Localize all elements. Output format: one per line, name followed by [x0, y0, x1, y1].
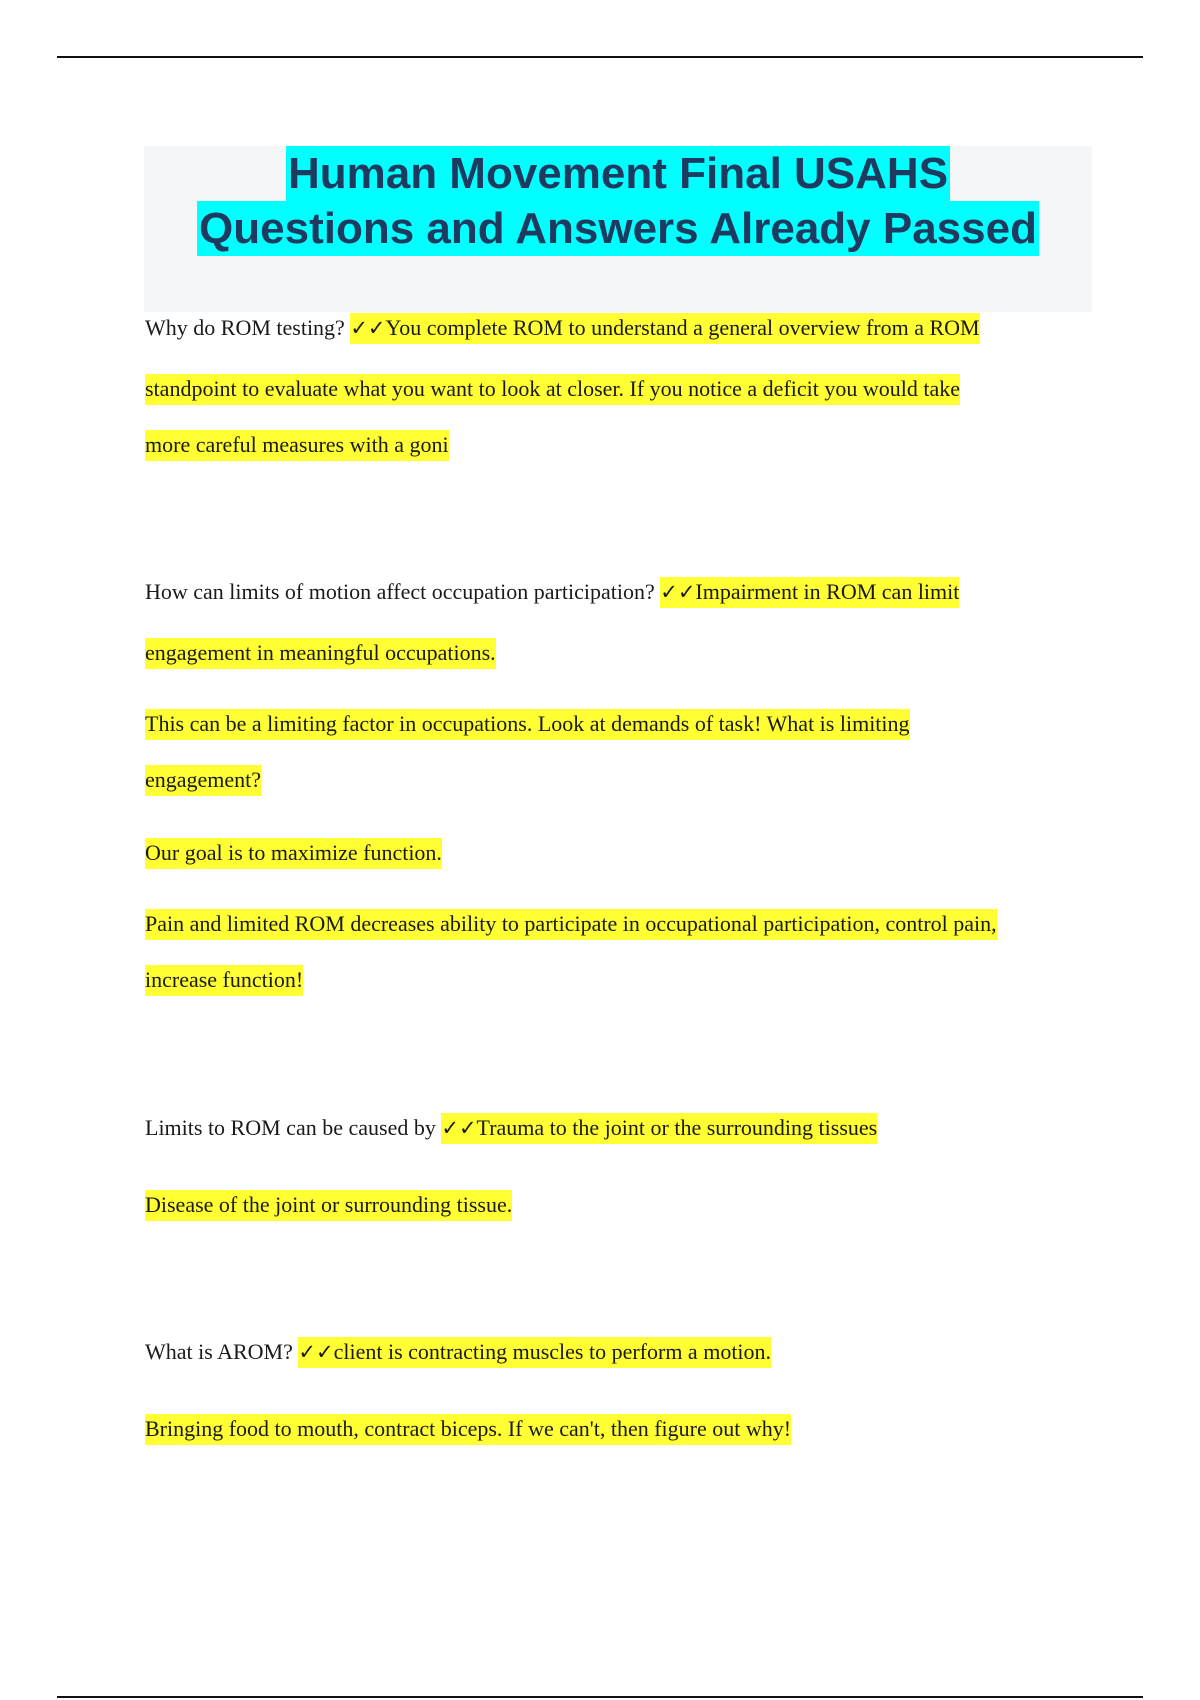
answer-text: ✓✓Impairment in ROM can limit [660, 577, 959, 608]
check-mark-icon: ✓✓ [350, 316, 386, 340]
question-text: Limits to ROM can be caused by [145, 1115, 436, 1140]
check-mark-icon: ✓✓ [441, 1116, 477, 1140]
check-mark-icon: ✓✓ [298, 1340, 334, 1364]
document-title-line-2: Questions and Answers Already Passed [197, 201, 1039, 256]
bottom-rule [57, 1696, 1143, 1698]
answer-text: ✓✓Trauma to the joint or the surrounding tissues [441, 1113, 877, 1144]
answer-text: engagement in meaningful occupations. [145, 638, 496, 669]
answer-text: standpoint to evaluate what you want to look at closer. If you notice a deficit you would take [145, 374, 960, 405]
answer-text: ✓✓client is contracting muscles to perform a motion. [298, 1337, 771, 1368]
document-title-box [144, 146, 1092, 312]
answer-text: increase function! [145, 965, 303, 996]
check-mark-icon: ✓✓ [660, 580, 696, 604]
answer-text: Bringing food to mouth, contract biceps. If we can't, then figure out why! [145, 1414, 791, 1445]
answer-text: more careful measures with a goni [145, 430, 449, 461]
answer-text: ✓✓You complete ROM to understand a general overview from a ROM [350, 313, 979, 344]
answer-text: Disease of the joint or surrounding tissue. [145, 1190, 512, 1221]
document-title-line-1: Human Movement Final USAHS [286, 146, 950, 201]
question-text: How can limits of motion affect occupation participation? [145, 579, 655, 604]
top-rule [57, 56, 1143, 58]
answer-text: Pain and limited ROM decreases ability to participate in occupational participation, control pain, [145, 909, 997, 940]
answer-text: engagement? [145, 765, 261, 796]
answer-text: This can be a limiting factor in occupations. Look at demands of task! What is limiting [145, 709, 910, 740]
question-text: Why do ROM testing? [145, 315, 345, 340]
answer-text: Our goal is to maximize function. [145, 838, 442, 869]
question-text: What is AROM? [145, 1339, 293, 1364]
